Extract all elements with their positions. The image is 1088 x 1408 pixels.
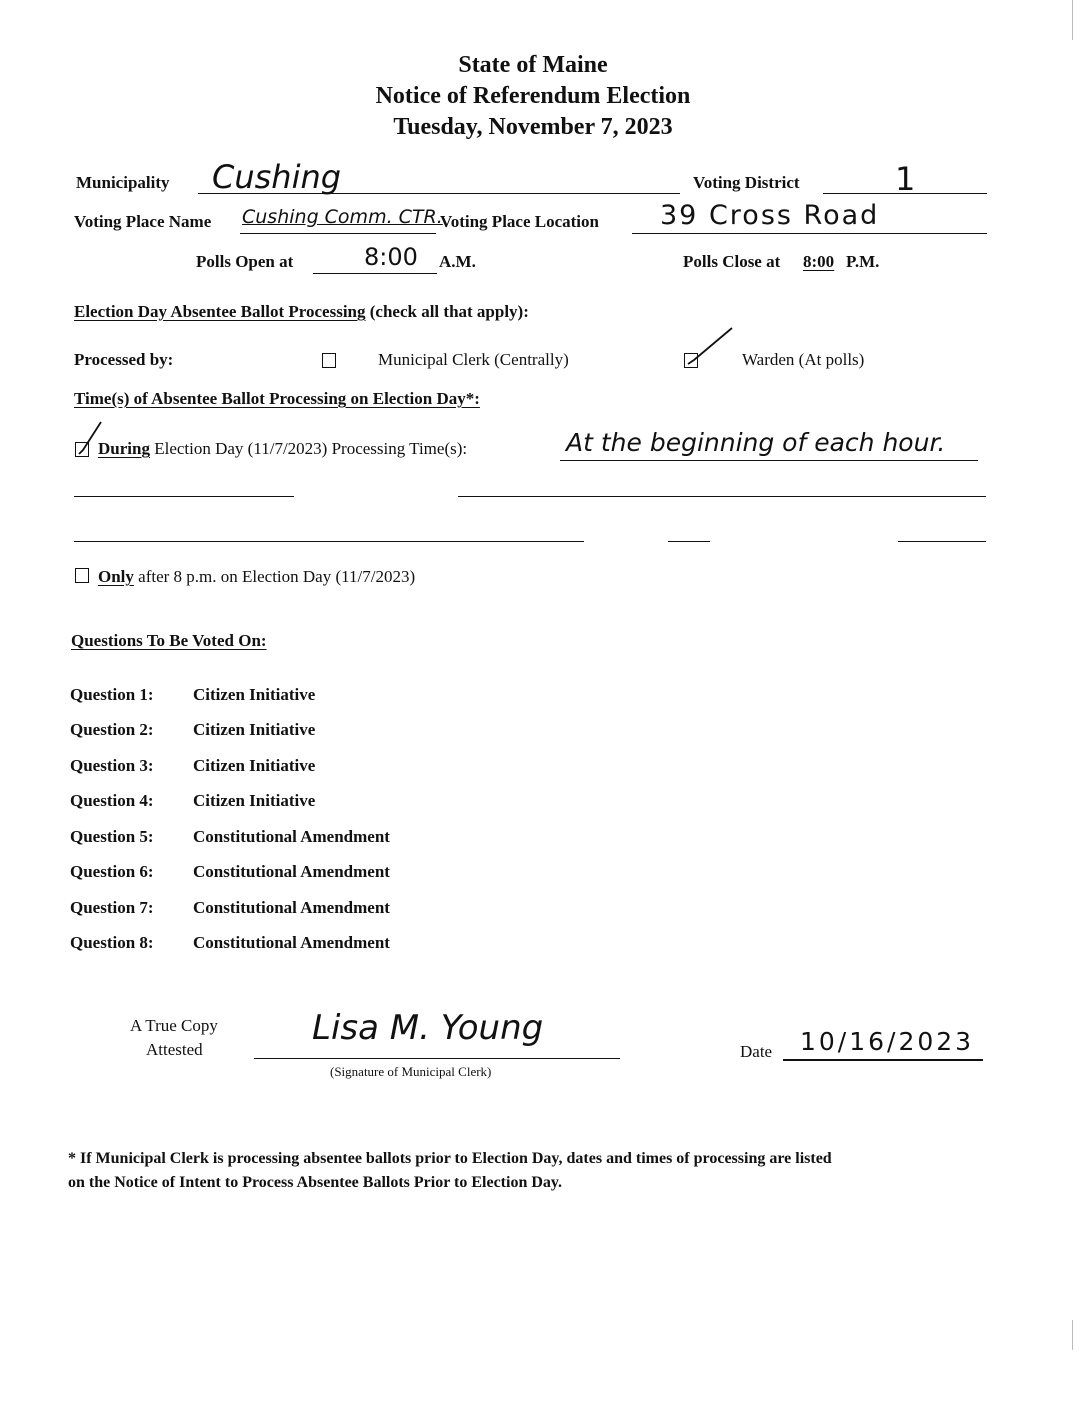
absentee-heading-row bbox=[74, 302, 529, 322]
question-label: Question 5: bbox=[70, 827, 154, 846]
voting-place-name-value[interactable]: Cushing Comm. CTR. bbox=[242, 206, 443, 228]
questions-heading: Questions To Be Voted On: bbox=[71, 631, 267, 650]
question-type: Constitutional Amendment bbox=[193, 898, 390, 917]
only-after-8pm-checkbox[interactable] bbox=[75, 568, 89, 583]
polls-close-value: 8:00 bbox=[803, 252, 835, 271]
voting-place-location-label: Voting Place Location bbox=[440, 212, 599, 231]
voting-place-name-underline bbox=[240, 233, 436, 234]
polls-open-value[interactable]: 8:00 bbox=[364, 243, 418, 271]
blank-line bbox=[74, 496, 294, 497]
question-type: Citizen Initiative bbox=[193, 756, 316, 775]
blank-line bbox=[668, 541, 710, 542]
question-label: Question 8: bbox=[70, 933, 154, 952]
question-type: Constitutional Amendment bbox=[193, 827, 390, 846]
date-underline bbox=[783, 1059, 983, 1061]
only-text: after 8 p.m. on Election Day (11/7/2023) bbox=[138, 567, 416, 586]
polls-open-suffix: A.M. bbox=[439, 252, 476, 271]
municipal-clerk-option-label: Municipal Clerk (Centrally) bbox=[378, 350, 569, 369]
attested-label: Attested bbox=[146, 1040, 203, 1059]
voting-district-value[interactable]: 1 bbox=[895, 160, 916, 198]
scan-edge-mark bbox=[1072, 0, 1073, 40]
voting-district-label: Voting District bbox=[693, 173, 800, 192]
voting-place-name-label: Voting Place Name bbox=[74, 212, 212, 231]
blank-line bbox=[458, 496, 986, 497]
polls-close-suffix: P.M. bbox=[846, 252, 880, 271]
question-label: Question 1: bbox=[70, 685, 154, 704]
blank-line bbox=[898, 541, 986, 542]
processed-by-label: Processed by: bbox=[74, 350, 174, 369]
document-title-state: State of Maine bbox=[458, 52, 608, 78]
question-label: Question 6: bbox=[70, 862, 154, 881]
footnote-line-1: * If Municipal Clerk is processing absentee ballots prior to Election Day, dates and times of processing are listed bbox=[68, 1150, 832, 1167]
during-text: Election Day (11/7/2023) Processing Time(s): bbox=[154, 439, 468, 458]
polls-close-label: Polls Close at bbox=[683, 252, 781, 271]
question-type: Citizen Initiative bbox=[193, 791, 316, 810]
processing-times-heading: Time(s) of Absentee Ballot Processing on Election Day*: bbox=[74, 389, 480, 408]
municipal-clerk-checkbox[interactable] bbox=[322, 353, 336, 368]
during-row bbox=[98, 439, 467, 459]
question-label: Question 3: bbox=[70, 756, 154, 775]
footnote-line-2: on the Notice of Intent to Process Absentee Ballots Prior to Election Day. bbox=[68, 1174, 563, 1191]
scan-edge-mark bbox=[1072, 1320, 1073, 1350]
warden-option-label: Warden (At polls) bbox=[742, 350, 865, 369]
polls-open-label: Polls Open at bbox=[196, 252, 294, 271]
during-label: During bbox=[98, 439, 150, 458]
voting-place-location-underline bbox=[632, 233, 987, 234]
question-type: Constitutional Amendment bbox=[193, 933, 390, 952]
true-copy-label: A True Copy bbox=[130, 1016, 218, 1035]
date-value[interactable]: 10/16/2023 bbox=[800, 1027, 975, 1056]
municipality-value[interactable]: Cushing bbox=[212, 158, 342, 196]
document-title-notice: Notice of Referendum Election bbox=[375, 83, 691, 109]
voting-place-location-value[interactable]: 39 Cross Road bbox=[660, 200, 880, 231]
absentee-heading-suffix: (check all that apply): bbox=[369, 302, 529, 321]
during-underline bbox=[560, 460, 978, 461]
polls-open-underline bbox=[313, 273, 437, 274]
municipality-label: Municipality bbox=[76, 173, 170, 192]
question-type: Citizen Initiative bbox=[193, 720, 316, 739]
only-row bbox=[98, 567, 415, 587]
absentee-heading: Election Day Absentee Ballot Processing bbox=[74, 302, 366, 321]
question-type: Citizen Initiative bbox=[193, 685, 316, 704]
clerk-signature: Lisa M. Young bbox=[312, 1008, 544, 1048]
question-label: Question 4: bbox=[70, 791, 154, 810]
signature-line bbox=[254, 1058, 620, 1059]
check-mark-icon bbox=[684, 326, 738, 370]
blank-line bbox=[74, 541, 584, 542]
date-label: Date bbox=[740, 1042, 773, 1061]
during-processing-times-value[interactable]: At the beginning of each hour. bbox=[566, 428, 946, 457]
question-type: Constitutional Amendment bbox=[193, 862, 390, 881]
question-label: Question 2: bbox=[70, 720, 154, 739]
question-label: Question 7: bbox=[70, 898, 154, 917]
signature-caption: (Signature of Municipal Clerk) bbox=[330, 1064, 492, 1079]
document-title-date: Tuesday, November 7, 2023 bbox=[393, 114, 673, 140]
only-label: Only bbox=[98, 567, 134, 586]
